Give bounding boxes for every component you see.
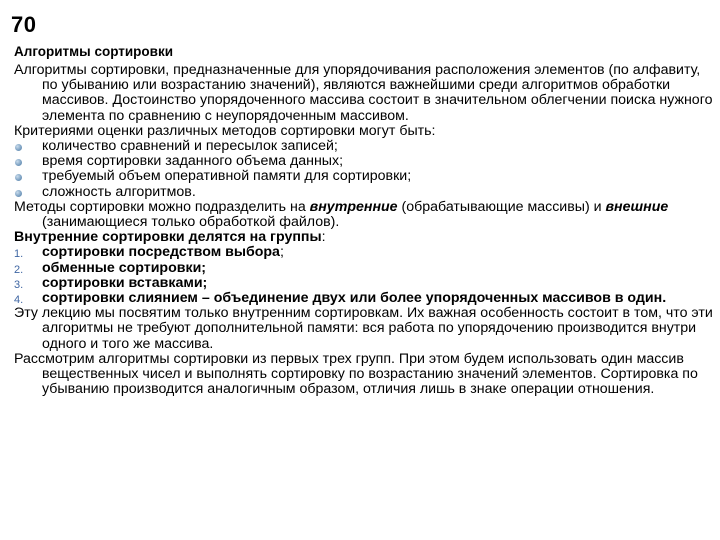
group-item-tail: ; — [279, 244, 284, 261]
groups-list — [14, 245, 714, 306]
slide-content — [14, 63, 714, 397]
bullet-icon — [14, 154, 36, 170]
criteria-item-text: сложность алгоритмов. — [42, 183, 196, 200]
bullet-icon — [14, 169, 36, 185]
external-term: внешние — [605, 198, 669, 215]
group-item-text: сортировки вставками; — [42, 274, 208, 291]
criteria-item-text: время сортировки заданного объема данных; — [42, 153, 344, 170]
criteria-item-text: количество сравнений и пересылок записей; — [42, 138, 338, 155]
methods-text: (обрабатывающие массивы) и — [397, 198, 606, 215]
groups-intro — [14, 230, 714, 245]
list-item — [14, 139, 714, 154]
lecture-note-paragraph: Эту лекцию мы посвятим только внутренним сортировкам. Их важная особенность состоит в том, что эти алгоритмы не требуют дополнительной памяти: вся работа по упорядочению производится внутри одного и того же массива. — [14, 305, 713, 352]
list-number: 4. — [14, 294, 24, 307]
criteria-item-text: требуемый объем оперативной памяти для сортировки; — [42, 168, 412, 185]
criteria-intro: Критериями оценки различных методов сортировки могут быть: — [14, 122, 436, 139]
list-item — [14, 276, 714, 291]
intro-paragraph: Алгоритмы сортировки, предназначенные для упорядочивания расположения элементов (по алфавиту, по убыванию или возрастанию значений), являются важнейшими среди алгоритмов обработки массивов. Достоинство упорядоченного массива состоит в значительном облегчении поиска нужного элемента по сравнению с неупорядоченным массивом. — [14, 62, 713, 124]
list-item — [14, 261, 714, 276]
criteria-list — [14, 139, 714, 200]
methods-text: (занимающиеся только обработкой файлов). — [42, 214, 340, 231]
slide-number: 70 — [11, 12, 37, 37]
internal-term: внутренние — [309, 198, 398, 215]
methods-paragraph — [14, 200, 714, 230]
list-number: 1. — [14, 248, 24, 261]
bullet-icon — [14, 185, 36, 201]
methods-text: Методы сортировки можно подразделить на — [14, 198, 310, 215]
group-item-text: обменные сортировки; — [42, 259, 207, 276]
bullet-icon — [14, 139, 36, 155]
group-item-text: сортировки посредством выбора — [42, 244, 280, 261]
groups-intro-tail: : — [321, 229, 326, 246]
list-number: 2. — [14, 263, 24, 276]
list-item — [14, 291, 714, 306]
list-number: 3. — [14, 278, 24, 291]
closing-paragraph: Рассмотрим алгоритмы сортировки из первых трех групп. При этом будем использовать один массив вещественных чисел и выполнять сортировку по возрастанию значений элементов. Сортировка по убыванию производится аналогичным образом, отличия лишь в знаке операции отношения. — [14, 350, 698, 398]
slide-title: Алгоритмы сортировки — [14, 44, 174, 59]
groups-intro-bold: Внутренние сортировки делятся на группы — [14, 229, 322, 246]
group-item-text: сортировки слиянием – объединение двух или более упорядоченных массивов в один. — [42, 290, 667, 307]
list-item — [14, 169, 714, 184]
list-item — [14, 185, 714, 200]
list-item — [14, 154, 714, 169]
list-item — [14, 245, 714, 260]
